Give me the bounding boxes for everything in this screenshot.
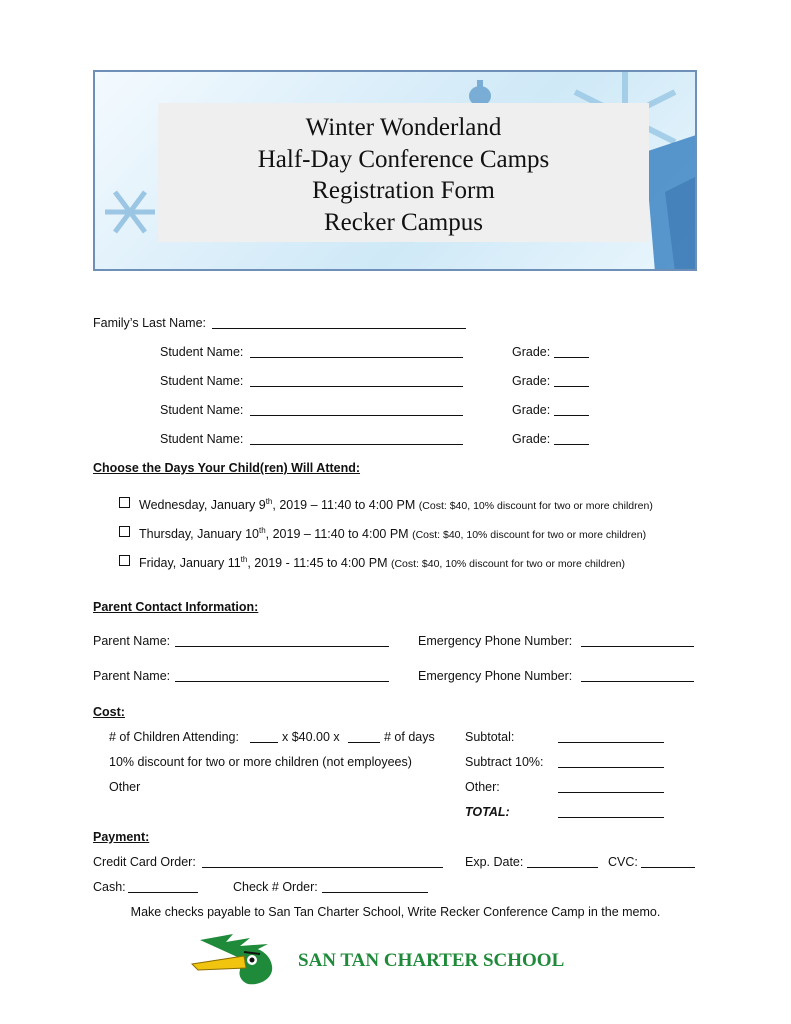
student-name-label: Student Name:: [160, 374, 244, 388]
roadrunner-mascot-logo: [188, 930, 286, 986]
other-right-label: Other:: [465, 780, 500, 794]
total-label: TOTAL:: [465, 805, 510, 819]
student-name-field[interactable]: [250, 444, 463, 445]
title-line-1: Winter Wonderland: [305, 114, 502, 141]
grade-field[interactable]: [554, 444, 589, 445]
title-line-2: Half-Day Conference Camps: [257, 145, 550, 173]
subtract-field[interactable]: [558, 767, 664, 768]
day-option-label: Wednesday, January 9th, 2019 – 11:40 to 4:00 PM (Cost: $40, 10% discount for two or more children): [139, 496, 653, 512]
parent-name-field[interactable]: [175, 681, 389, 682]
title-box: [158, 103, 649, 242]
children-count-field[interactable]: [250, 742, 278, 743]
title-line-3: Registration Form: [312, 177, 495, 204]
family-last-name-field[interactable]: [212, 328, 466, 329]
discount-label: 10% discount for two or more children (not employees): [109, 755, 412, 769]
price-multiplier: x $40.00 x: [282, 730, 340, 744]
other-label: Other: [109, 780, 141, 794]
parent-heading: Parent Contact Information:: [93, 600, 259, 614]
student-name-label: Student Name:: [160, 345, 244, 359]
other-field[interactable]: [558, 792, 664, 793]
cash-field[interactable]: [128, 892, 198, 893]
cvc-field[interactable]: [641, 867, 695, 868]
exp-date-label: Exp. Date:: [465, 855, 524, 869]
check-field[interactable]: [322, 892, 428, 893]
grade-label: Grade:: [512, 345, 551, 359]
day-checkbox[interactable]: [119, 555, 130, 566]
credit-card-label: Credit Card Order:: [93, 855, 196, 869]
subtotal-field[interactable]: [558, 742, 664, 743]
payment-note: Make checks payable to San Tan Charter School, Write Recker Conference Camp in the memo.: [130, 905, 661, 919]
exp-date-field[interactable]: [527, 867, 598, 868]
days-heading: Choose the Days Your Child(ren) Will Attend:: [93, 461, 361, 475]
days-count-field[interactable]: [348, 742, 380, 743]
day-option-label: Friday, January 11th, 2019 - 11:45 to 4:00 PM (Cost: $40, 10% discount for two or more children): [139, 554, 625, 570]
cvc-label: CVC:: [608, 855, 638, 869]
student-name-label: Student Name:: [160, 403, 244, 417]
student-name-label: Student Name:: [160, 432, 244, 446]
grade-field[interactable]: [554, 386, 589, 387]
grade-field[interactable]: [554, 415, 589, 416]
day-checkbox[interactable]: [119, 526, 130, 537]
emergency-phone-field[interactable]: [581, 646, 694, 647]
total-field[interactable]: [558, 817, 664, 818]
grade-label: Grade:: [512, 403, 551, 417]
children-count-label: # of Children Attending:: [109, 730, 239, 744]
student-name-field[interactable]: [250, 386, 463, 387]
payment-heading: Payment:: [93, 830, 150, 844]
subtotal-label: Subtotal:: [465, 730, 515, 744]
emergency-phone-label: Emergency Phone Number:: [418, 634, 573, 648]
grade-label: Grade:: [512, 374, 551, 388]
check-label: Check # Order:: [233, 880, 318, 894]
emergency-phone-field[interactable]: [581, 681, 694, 682]
emergency-phone-label: Emergency Phone Number:: [418, 669, 573, 683]
credit-card-field[interactable]: [202, 867, 443, 868]
parent-name-field[interactable]: [175, 646, 389, 647]
snowflake-icon: [95, 162, 165, 262]
day-option-label: Thursday, January 10th, 2019 – 11:40 to 4:00 PM (Cost: $40, 10% discount for two or more children): [139, 525, 647, 541]
grade-label: Grade:: [512, 432, 551, 446]
days-count-label: # of days: [384, 730, 435, 744]
cost-heading: Cost:: [93, 705, 125, 719]
parent-name-label: Parent Name:: [93, 669, 171, 683]
grade-field[interactable]: [554, 357, 589, 358]
student-name-field[interactable]: [250, 357, 463, 358]
title-line-4: Recker Campus: [324, 208, 483, 236]
school-name: SAN TAN CHARTER SCHOOL: [298, 950, 565, 971]
student-name-field[interactable]: [250, 415, 463, 416]
parent-name-label: Parent Name:: [93, 634, 171, 648]
family-last-name-label: Family’s Last Name:: [93, 316, 206, 330]
day-checkbox[interactable]: [119, 497, 130, 508]
cash-label: Cash:: [93, 880, 126, 894]
subtract-label: Subtract 10%:: [465, 755, 544, 769]
